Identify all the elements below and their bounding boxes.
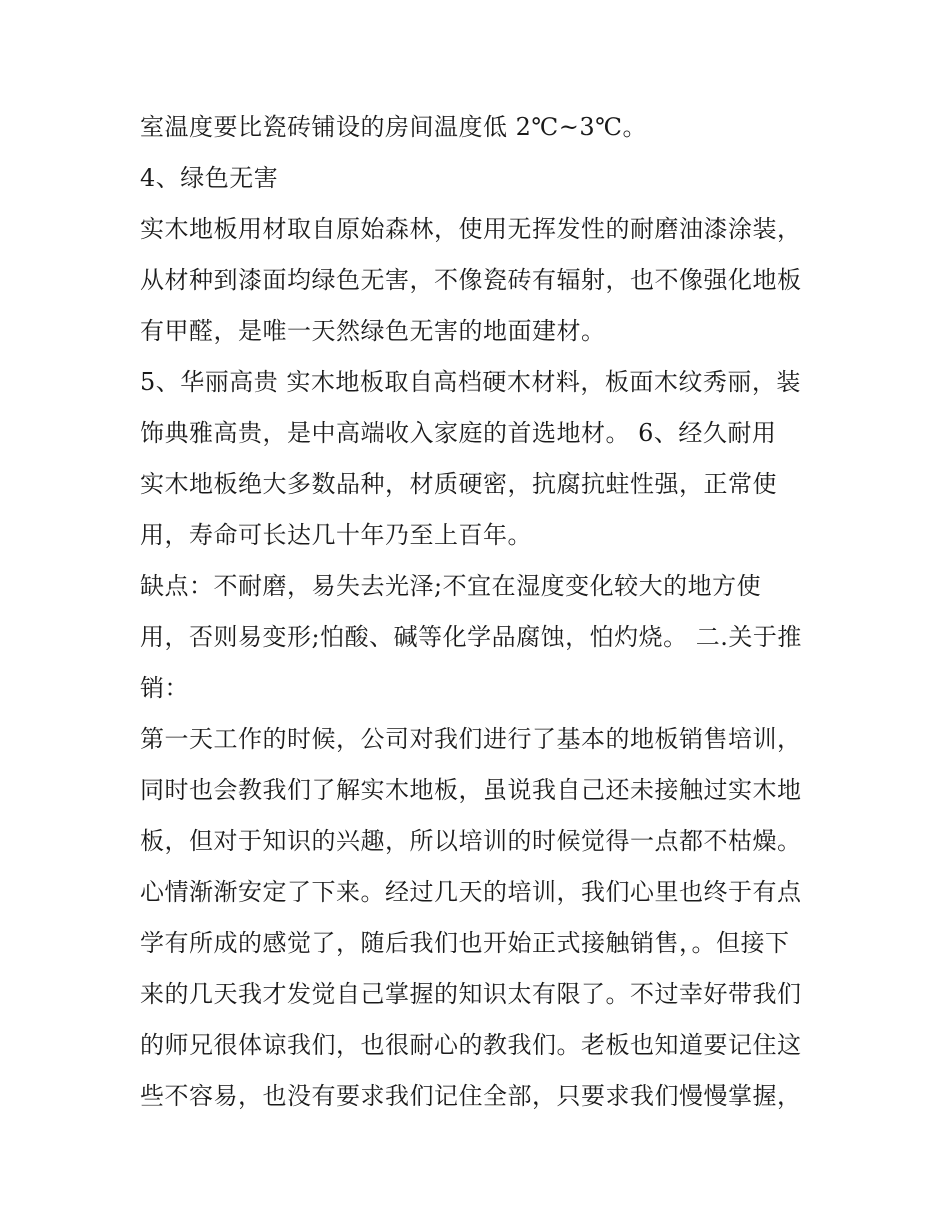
text-line: 有甲醛，是唯一天然绿色无害的地面建材。 bbox=[140, 317, 606, 345]
text-line: 板，但对于知识的兴趣，所以培训的时候觉得一点都不枯燥。 bbox=[140, 827, 802, 855]
section-heading: 4、绿色无害 bbox=[140, 164, 279, 192]
text-line: 销： bbox=[140, 674, 189, 702]
body-text bbox=[140, 102, 840, 1122]
text-line: 实木地板用材取自原始森林，使用无挥发性的耐磨油漆涂装， bbox=[140, 215, 802, 243]
text-line: 第一天工作的时候，公司对我们进行了基本的地板销售培训， bbox=[140, 725, 802, 753]
text-line: 用，寿命可长达几十年乃至上百年。 bbox=[140, 521, 532, 549]
text-line: 同时也会教我们了解实木地板，虽说我自己还未接触过实木地 bbox=[140, 776, 802, 804]
text-line: 用，否则易变形;怕酸、碱等化学品腐蚀，怕灼烧。 二.关于推 bbox=[140, 623, 802, 651]
text-line: 饰典雅高贵，是中高端收入家庭的首选地材。 6、经久耐用 bbox=[140, 419, 777, 447]
text-line: 心情渐渐安定了下来。经过几天的培训，我们心里也终于有点 bbox=[140, 878, 802, 906]
text-line: 室温度要比瓷砖铺设的房间温度低 2℃~3℃。 bbox=[140, 113, 647, 141]
text-line: 实木地板绝大多数品种，材质硬密，抗腐抗蛀性强，正常使 bbox=[140, 470, 777, 498]
text-line: 从材种到漆面均绿色无害，不像瓷砖有辐射，也不像强化地板 bbox=[140, 266, 802, 294]
text-line: 来的几天我才发觉自己掌握的知识太有限了。不过幸好带我们 bbox=[140, 980, 802, 1008]
text-line: 5、华丽高贵 实木地板取自高档硬木材料，板面木纹秀丽，装 bbox=[140, 368, 801, 396]
text-line: 些不容易，也没有要求我们记住全部，只要求我们慢慢掌握， bbox=[140, 1082, 802, 1110]
text-line: 缺点：不耐磨，易失去光泽;不宜在湿度变化较大的地方使 bbox=[140, 572, 762, 600]
text-line: 的师兄很体谅我们，也很耐心的教我们。老板也知道要记住这 bbox=[140, 1031, 802, 1059]
text-line: 学有所成的感觉了，随后我们也开始正式接触销售，。但接下 bbox=[140, 929, 790, 957]
